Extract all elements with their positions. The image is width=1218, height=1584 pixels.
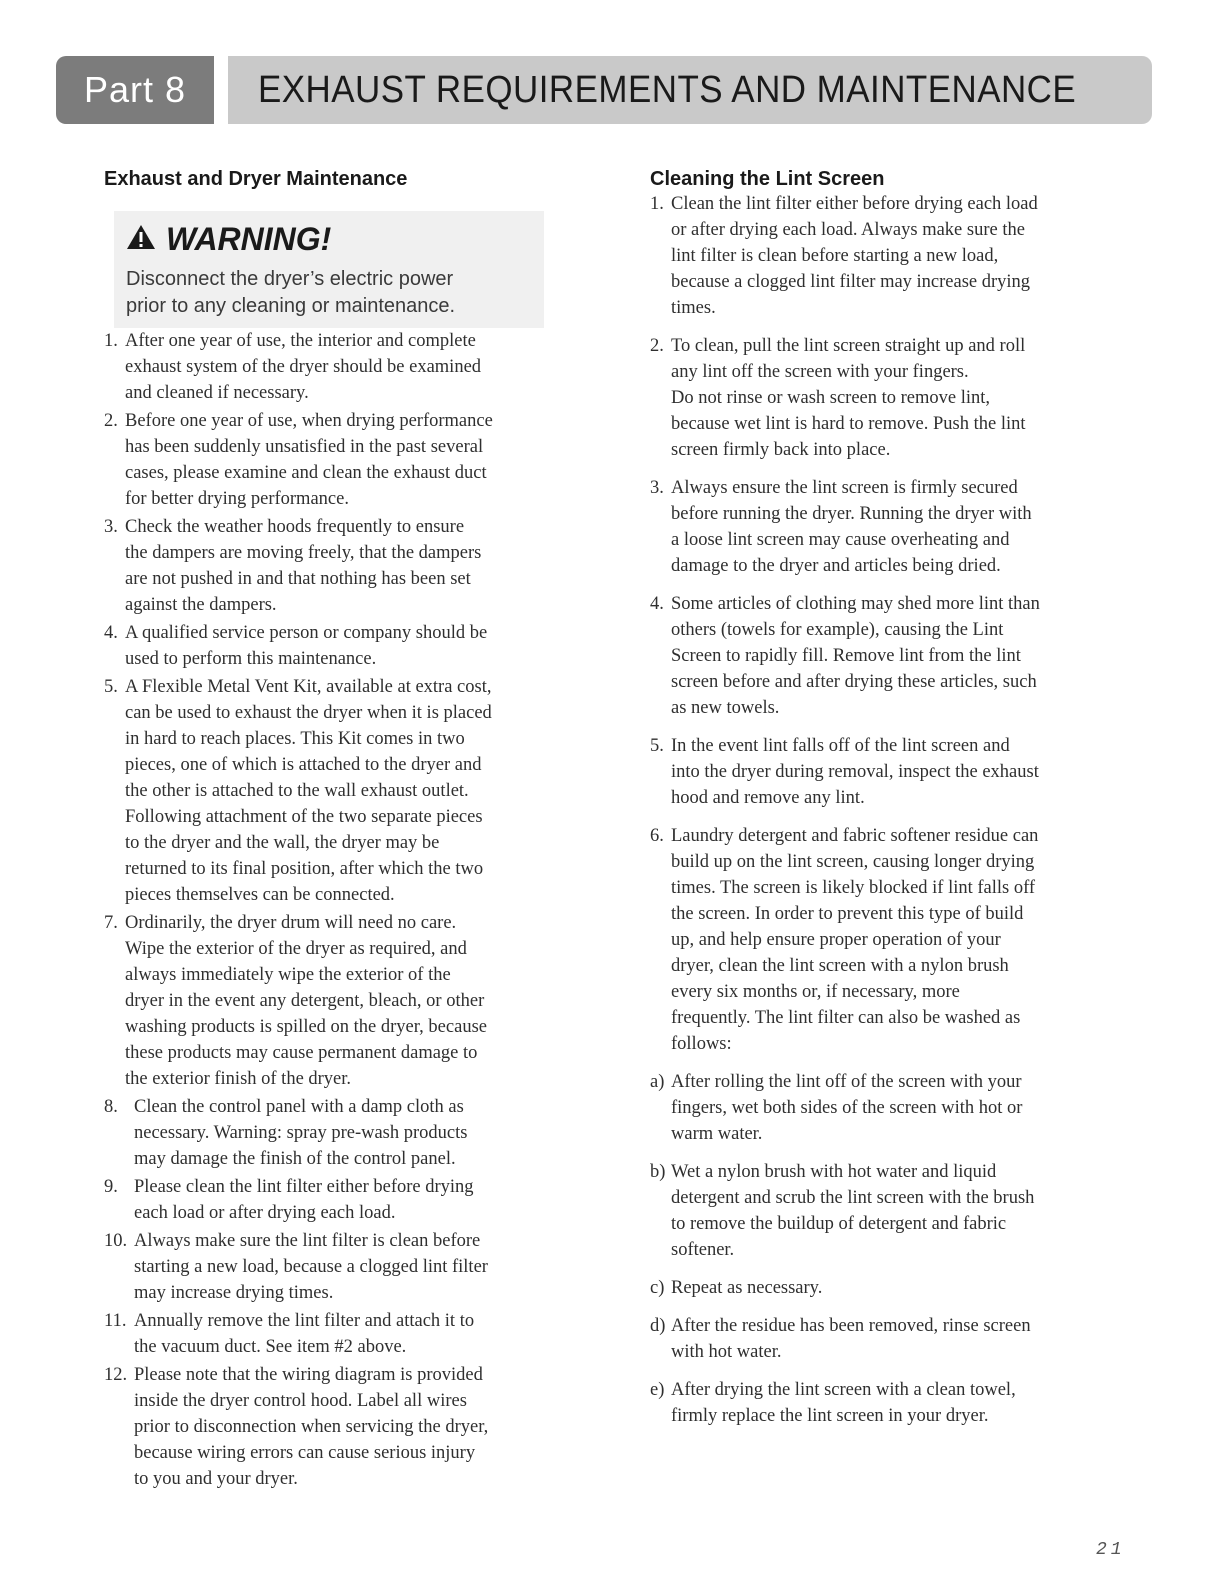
section-title-bar	[228, 56, 1152, 124]
list-item-number: 4.	[104, 623, 118, 643]
list-item-line: the exterior finish of the dryer.	[125, 1069, 352, 1089]
list-item-line: exhaust system of the dryer should be examined	[125, 357, 482, 377]
list-item	[104, 910, 564, 1092]
list-item	[650, 1069, 1120, 1147]
list-item-line: every six months or, if necessary, more	[671, 982, 960, 1002]
list-item-number: 5.	[650, 736, 664, 756]
list-item-line: Following attachment of the two separate pieces	[125, 807, 483, 827]
list-item-number: 9.	[104, 1177, 118, 1197]
list-item-line: because a clogged lint filter may increase drying	[671, 272, 1031, 292]
list-item	[650, 591, 1120, 721]
list-item	[650, 333, 1120, 463]
list-item-number: 12.	[104, 1365, 128, 1385]
list-item-line: To clean, pull the lint screen straight up and roll	[671, 336, 1026, 356]
warning-box	[114, 211, 544, 328]
list-item	[104, 674, 564, 908]
list-item-line: Before one year of use, when drying performance	[125, 411, 493, 431]
list-item-line: Please note that the wiring diagram is provided	[134, 1365, 483, 1385]
list-item-line: returned to its final position, after which the two	[125, 859, 484, 879]
list-item-line: lint filter is clean before starting a new load,	[671, 246, 999, 266]
list-item-line: has been suddenly unsatisfied in the past several	[125, 437, 484, 457]
list-item-number: d)	[650, 1316, 666, 1336]
warning-triangle-icon	[126, 224, 156, 255]
list-item-line: screen before and after drying these articles, such	[671, 672, 1037, 692]
list-item-line: firmly replace the lint screen in your dryer.	[671, 1406, 989, 1426]
list-item-line: Annually remove the lint filter and attach it to	[134, 1311, 475, 1331]
list-item-line: Some articles of clothing may shed more lint than	[671, 594, 1040, 614]
list-item-line: Check the weather hoods frequently to ensure	[125, 517, 465, 537]
list-item-line: follows:	[671, 1034, 732, 1054]
list-item-line: because wet lint is hard to remove. Push the lint	[671, 414, 1026, 434]
list-item-number: 2.	[650, 336, 664, 356]
list-item-line: a loose lint screen may cause overheating and	[671, 530, 1010, 550]
list-item	[650, 1377, 1120, 1429]
list-item-line: can be used to exhaust the dryer when it is placed	[125, 703, 492, 723]
list-item-line: necessary. Warning: spray pre-wash products	[134, 1123, 468, 1143]
list-item-number: 3.	[650, 478, 664, 498]
list-item-line: the other is attached to the wall exhaust outlet.	[125, 781, 469, 801]
list-item-line: against the dampers.	[125, 595, 277, 615]
list-item	[104, 514, 564, 618]
list-item	[104, 1308, 564, 1360]
list-item-line: times.	[671, 298, 716, 318]
list-item-line: washing products is spilled on the dryer, because	[125, 1017, 487, 1037]
list-item-line: Always ensure the lint screen is firmly secured	[671, 478, 1018, 498]
list-item-line: softener.	[671, 1240, 735, 1260]
section-title: EXHAUST REQUIREMENTS AND MAINTENANCE	[258, 68, 1077, 111]
list-item-line: Wet a nylon brush with hot water and liquid	[671, 1162, 997, 1182]
list-item-line: inside the dryer control hood. Label all wires	[134, 1391, 467, 1411]
list-item-number: 10.	[104, 1231, 128, 1251]
list-item-line: are not pushed in and that nothing has been set	[125, 569, 471, 589]
list-item-line: and cleaned if necessary.	[125, 383, 309, 403]
list-item-line: starting a new load, because a clogged lint filter	[134, 1257, 488, 1277]
list-item-line: Repeat as necessary.	[671, 1278, 823, 1298]
list-item-line: to you and your dryer.	[134, 1469, 298, 1489]
list-item-line: these products may cause permanent damage to	[125, 1043, 478, 1063]
list-item-line: before running the dryer. Running the dryer with	[671, 504, 1032, 524]
list-item	[650, 475, 1120, 579]
list-item-line: After one year of use, the interior and complete	[125, 331, 476, 351]
list-item-line: Screen to rapidly fill. Remove lint from the lint	[671, 646, 1021, 666]
list-item-line: as new towels.	[671, 698, 780, 718]
list-item-line: used to perform this maintenance.	[125, 649, 377, 669]
list-item-number: b)	[650, 1162, 666, 1182]
warning-title: WARNING!	[166, 221, 332, 257]
list-item-number: 5.	[104, 677, 118, 697]
list-item	[650, 1313, 1120, 1365]
list-item-line: may damage the finish of the control panel.	[134, 1149, 456, 1169]
list-item-number: 1.	[650, 194, 664, 214]
list-item	[104, 1362, 564, 1492]
list-item-line: Laundry detergent and fabric softener residue can	[671, 826, 1039, 846]
list-item-line: frequently. The lint filter can also be washed as	[671, 1008, 1021, 1028]
list-item-number: 7.	[104, 913, 118, 933]
list-item-line: Clean the lint filter either before drying each load	[671, 194, 1038, 214]
part-label-tab	[56, 56, 214, 124]
list-item-line: into the dryer during removal, inspect the exhaust	[671, 762, 1039, 782]
list-item-line: with hot water.	[671, 1342, 782, 1362]
list-item	[104, 620, 564, 672]
list-item-line: A qualified service person or company should be	[125, 623, 488, 643]
list-item-number: 1.	[104, 331, 118, 351]
list-item-line: detergent and scrub the lint screen with the brush	[671, 1188, 1035, 1208]
list-item	[650, 191, 1120, 321]
list-item-line: may increase drying times.	[134, 1283, 334, 1303]
list-item-line: build up on the lint screen, causing longer drying	[671, 852, 1035, 872]
list-item-line: always immediately wipe the exterior of the	[125, 965, 451, 985]
list-item-line: dryer in the event any detergent, bleach, or other	[125, 991, 485, 1011]
list-item-line: warm water.	[671, 1124, 763, 1144]
list-item-line: to remove the buildup of detergent and fabric	[671, 1214, 1007, 1234]
list-item-line: up, and help ensure proper operation of your	[671, 930, 1001, 950]
list-item	[650, 1275, 1120, 1301]
list-item-line: or after drying each load. Always make sure the	[671, 220, 1025, 240]
maintenance-list	[104, 328, 564, 1492]
list-item-line: Wipe the exterior of the dryer as required, and	[125, 939, 467, 959]
list-item	[650, 823, 1120, 1057]
list-item-line: pieces, one of which is attached to the dryer and	[125, 755, 482, 775]
list-item-line: pieces themselves can be connected.	[125, 885, 395, 905]
list-item	[104, 408, 564, 512]
list-item-line: After rolling the lint off of the screen with your	[671, 1072, 1022, 1092]
part-label: Part 8	[83, 69, 187, 110]
list-item-number: 2.	[104, 411, 118, 431]
list-item-line: fingers, wet both sides of the screen with hot or	[671, 1098, 1023, 1118]
list-item	[104, 1228, 564, 1306]
list-item-number: a)	[650, 1072, 665, 1092]
list-item-number: 11.	[104, 1311, 127, 1331]
list-item-line: each load or after drying each load.	[134, 1203, 396, 1223]
list-item-line: times. The screen is likely blocked if lint falls off	[671, 878, 1036, 898]
list-item-number: 4.	[650, 594, 664, 614]
list-item-line: After drying the lint screen with a clean towel,	[671, 1380, 1016, 1400]
list-item-line: screen firmly back into place.	[671, 440, 891, 460]
list-item-number: 8.	[104, 1097, 118, 1117]
page-number: 21	[1096, 1540, 1126, 1560]
list-item-number: c)	[650, 1278, 665, 1298]
right-heading: Cleaning the Lint Screen	[650, 168, 885, 190]
list-item-number: 6.	[650, 826, 664, 846]
list-item-line: After the residue has been removed, rinse screen	[671, 1316, 1031, 1336]
list-item-line: Clean the control panel with a damp cloth as	[134, 1097, 464, 1117]
left-heading: Exhaust and Dryer Maintenance	[104, 168, 408, 190]
list-item	[104, 328, 564, 406]
list-item-line: the dampers are moving freely, that the dampers	[125, 543, 482, 563]
list-item	[650, 1159, 1120, 1263]
left-column	[104, 168, 564, 1494]
list-item-line: cases, please examine and clean the exhaust duct	[125, 463, 487, 483]
list-item-line: damage to the dryer and articles being dried.	[671, 556, 1001, 576]
list-item-number: 3.	[104, 517, 118, 537]
list-item-line: Please clean the lint filter either before drying	[134, 1177, 474, 1197]
list-item-line: to the dryer and the wall, the dryer may be	[125, 833, 440, 853]
right-column	[650, 168, 1120, 1441]
list-item-line: because wiring errors can cause serious injury	[134, 1443, 476, 1463]
list-item-line: In the event lint falls off of the lint screen and	[671, 736, 1010, 756]
warning-line-2: prior to any cleaning or maintenance.	[126, 295, 456, 317]
list-item-line: A Flexible Metal Vent Kit, available at extra cost,	[125, 677, 492, 697]
list-item-line: the vacuum duct. See item #2 above.	[134, 1337, 407, 1357]
list-item-line: Do not rinse or wash screen to remove lint,	[671, 388, 991, 408]
list-item-line: others (towels for example), causing the Lint	[671, 620, 1004, 640]
list-item	[650, 733, 1120, 811]
list-item-line: any lint off the screen with your fingers.	[671, 362, 969, 382]
list-item-line: in hard to reach places. This Kit comes in two	[125, 729, 465, 749]
list-item-line: the screen. In order to prevent this type of build	[671, 904, 1024, 924]
list-item	[104, 1174, 564, 1226]
list-item	[104, 1094, 564, 1172]
list-item-line: hood and remove any lint.	[671, 788, 865, 808]
list-item-line: dryer, clean the lint screen with a nylon brush	[671, 956, 1009, 976]
list-item-line: Always make sure the lint filter is clean before	[134, 1231, 481, 1251]
list-item-line: for better drying performance.	[125, 489, 349, 509]
list-item-line: prior to disconnection when servicing the dryer,	[134, 1417, 489, 1437]
warning-header	[126, 221, 534, 258]
list-item-number: e)	[650, 1380, 665, 1400]
warning-line-1: Disconnect the dryer’s electric power	[126, 268, 454, 290]
lint-screen-list	[650, 191, 1120, 1429]
list-item-line: Ordinarily, the dryer drum will need no care.	[125, 913, 457, 933]
